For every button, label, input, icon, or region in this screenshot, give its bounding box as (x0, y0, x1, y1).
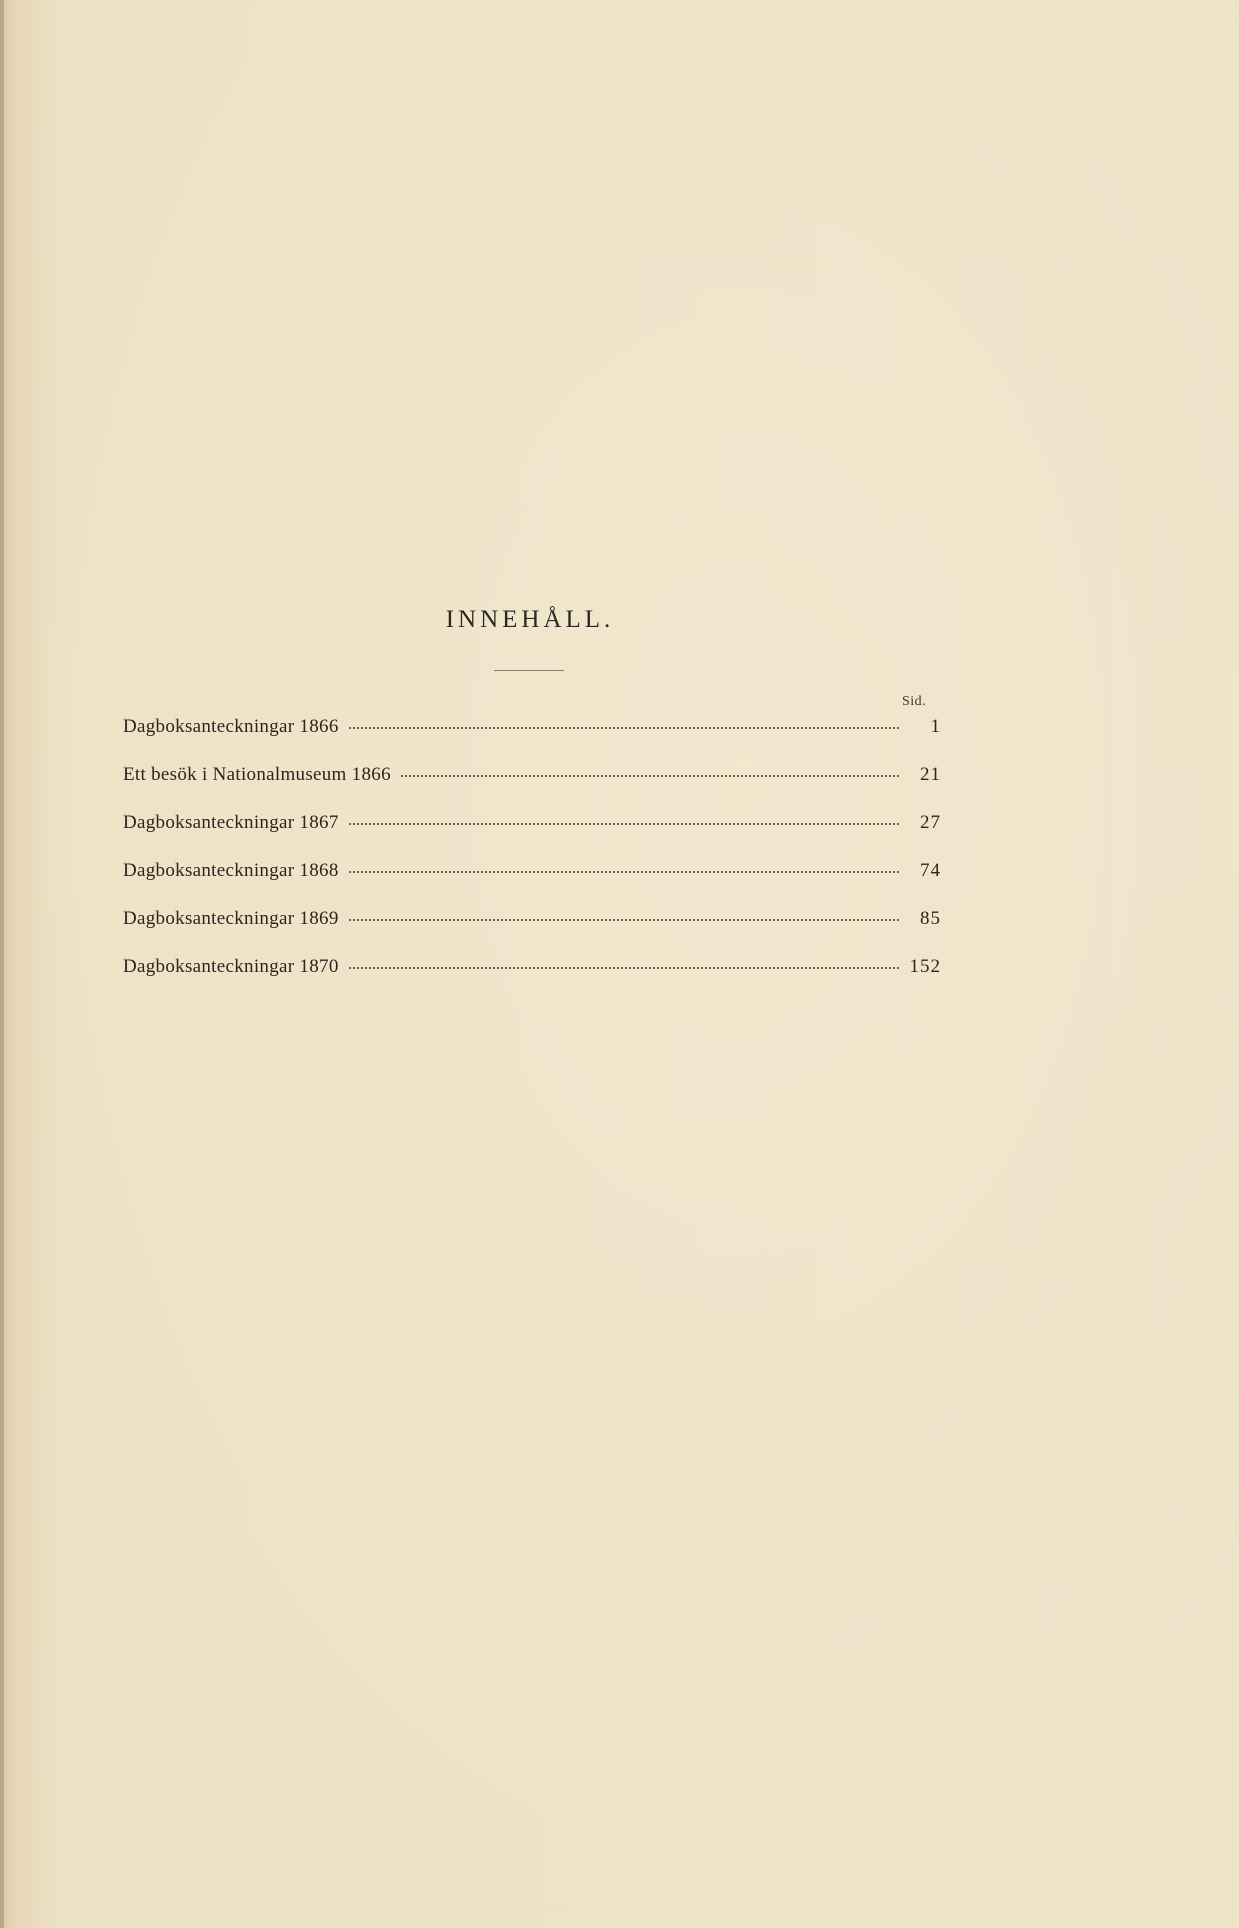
toc-entry-page: 85 (920, 908, 941, 929)
toc-entry-page: 74 (920, 860, 941, 881)
title-divider (494, 670, 564, 671)
toc-entry-page: 1 (930, 716, 941, 737)
toc-leader-dots (349, 918, 899, 921)
toc-entry (123, 908, 941, 956)
toc-entry-page: 152 (909, 956, 941, 977)
toc-entry-title: Ett besök i Nationalmuseum 1866 (123, 764, 391, 785)
toc-entry (123, 764, 941, 812)
table-of-contents (123, 716, 941, 1004)
toc-entry (123, 956, 941, 1004)
toc-entry (123, 860, 941, 908)
toc-entry (123, 716, 941, 764)
toc-leader-dots (349, 822, 899, 825)
toc-leader-dots (349, 966, 899, 969)
toc-entry-title: Dagboksanteckningar 1866 (123, 716, 339, 737)
toc-entry-title: Dagboksanteckningar 1867 (123, 812, 339, 833)
toc-entry-page: 27 (920, 812, 941, 833)
toc-entry (123, 812, 941, 860)
toc-leader-dots (349, 726, 899, 729)
page-column-label: Sid. (902, 694, 927, 709)
page-title: INNEHÅLL. (445, 606, 615, 633)
toc-leader-dots (401, 774, 899, 777)
page-binding-edge (0, 0, 4, 1928)
toc-entry-title: Dagboksanteckningar 1868 (123, 860, 339, 881)
toc-entry-title: Dagboksanteckningar 1870 (123, 956, 339, 977)
toc-entry-title: Dagboksanteckningar 1869 (123, 908, 339, 929)
toc-entry-page: 21 (920, 764, 941, 785)
toc-leader-dots (349, 870, 899, 873)
